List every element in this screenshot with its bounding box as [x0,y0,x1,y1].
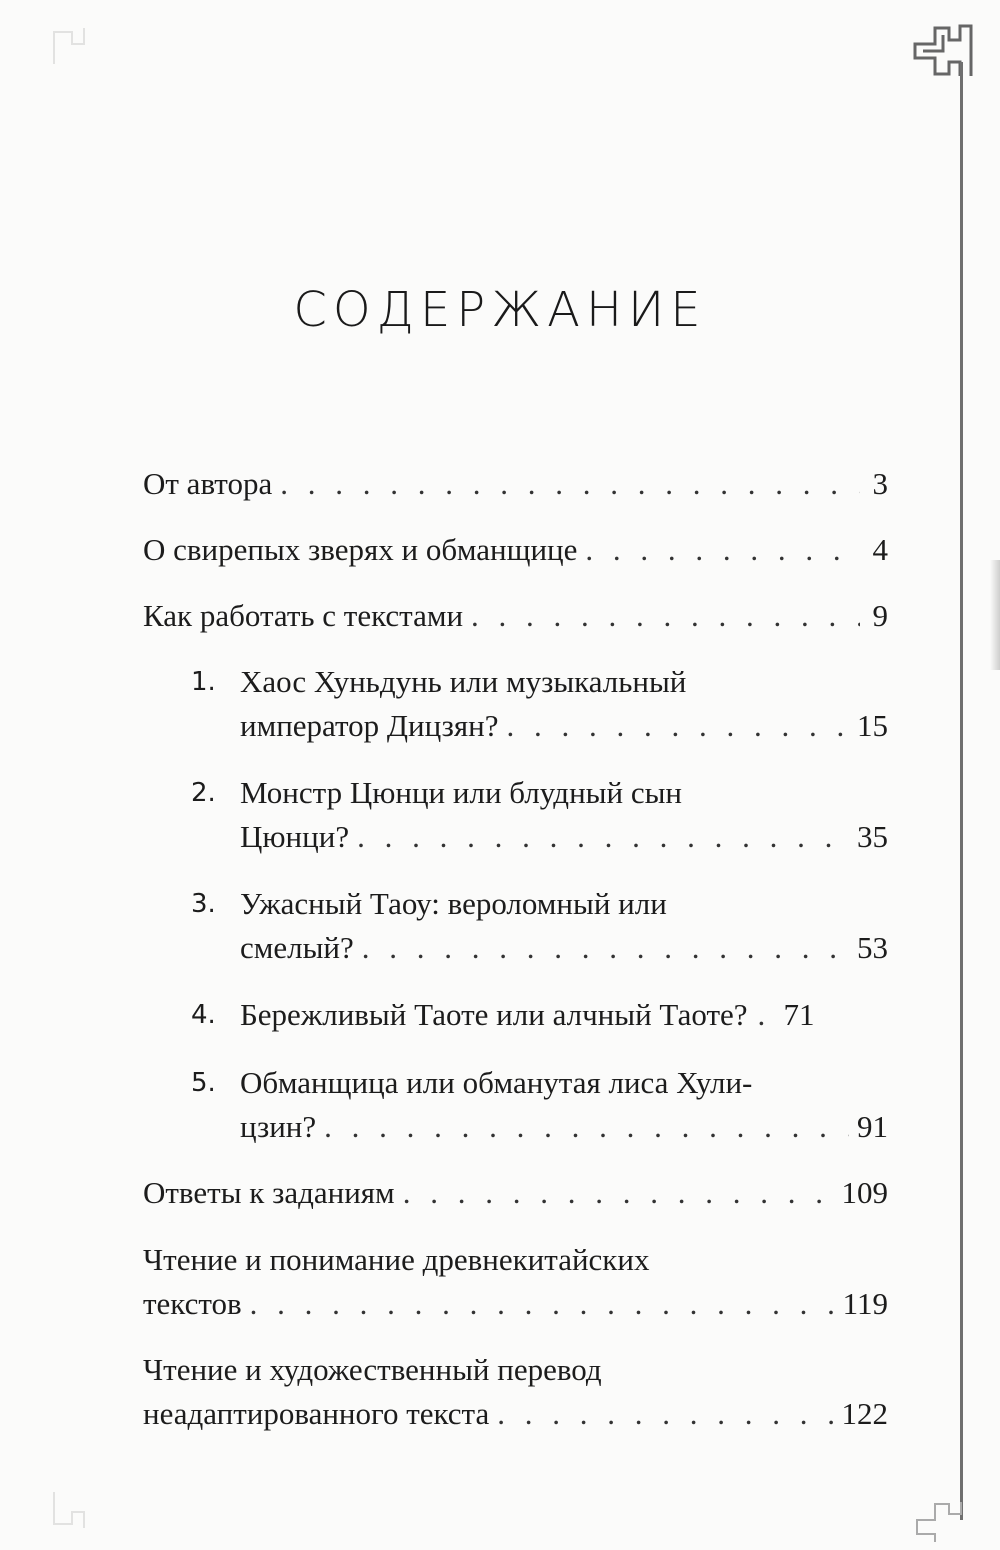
toc-page-number: 9 [872,598,888,633]
toc-entry-chapter-4[interactable] [143,993,888,1037]
toc-entry-title: Ответы к заданиям [143,1175,395,1210]
leader-dots [758,993,780,1037]
chapter-number: 3. [191,889,216,919]
toc-entry-chapter-3[interactable] [143,882,888,970]
toc-page-number: 3 [872,466,888,501]
leader-dots [357,815,849,859]
toc-entry-chapter-2[interactable] [143,771,888,859]
toc-entry-title-line1: Чтение и понимание древнекитайских [143,1242,650,1277]
toc-entry-reading-ancient-texts[interactable] [143,1238,888,1326]
leader-dots [585,528,860,572]
toc-page-number: 15 [857,708,888,743]
toc-entry-chapter-1[interactable] [143,660,888,748]
chapter-number: 5. [191,1068,216,1098]
chapter-number: 4. [191,1000,216,1030]
corner-ornament-top-left [52,26,102,66]
toc-entry-title-line2: неадаптированного текста [143,1396,490,1431]
toc-entry-title-line2: текстов [143,1286,242,1321]
toc-entry-title-line1: Хаос Хуньдунь или музыкальный [240,664,687,699]
toc-page-number: 91 [857,1109,888,1144]
corner-ornament-top-right [905,18,975,78]
toc-entry-title: Как работать с текстами [143,598,464,633]
leader-dots [506,704,849,748]
frame-border-line [960,62,963,1520]
toc-entry-title-line1: Чтение и художественный перевод [143,1352,602,1387]
leader-dots [471,594,860,638]
chapter-number: 2. [191,778,216,808]
page-edge-shadow [990,560,1000,670]
page-title: СОДЕРЖАНИЕ [293,282,707,338]
leader-dots [362,926,849,970]
leader-dots [497,1392,833,1436]
toc-entry-title-line1: Обманщица или обманутая лиса Хули- [240,1065,753,1100]
leader-dots [280,462,860,506]
toc-entry-chapter-5[interactable] [143,1061,888,1149]
toc-entry-title: Бережливый Таоте или алчный Таоте? [240,997,748,1032]
toc-entry-title-line1: Ужасный Таоу: вероломный или [240,886,667,921]
toc-page-number: 119 [842,1286,888,1321]
toc-entry-fierce-beasts[interactable] [143,528,888,572]
toc-entry-title-line2: Цюнци? [240,819,350,854]
table-of-contents [143,462,888,1436]
corner-ornament-bottom-right [905,1500,975,1544]
toc-page-number: 35 [857,819,888,854]
leader-dots [250,1282,835,1326]
toc-entry-title-line1: Монстр Цюнци или блудный сын [240,775,683,810]
toc-entry-title-line2: император Дицзян? [240,708,499,743]
toc-page-number: 122 [841,1396,888,1431]
toc-page-number: 4 [872,532,888,567]
toc-entry-how-to-work[interactable] [143,594,888,638]
toc-entry-literary-translation[interactable] [143,1348,888,1436]
toc-entry-title-line2: цзин? [240,1109,317,1144]
toc-entry-from-author[interactable] [143,462,888,506]
leader-dots [403,1171,834,1215]
toc-page-number: 109 [841,1175,888,1210]
toc-entry-title-line2: смелый? [240,930,354,965]
toc-entry-title: О свирепых зверях и обманщице [143,532,578,567]
toc-page-number: 71 [783,997,815,1032]
leader-dots [324,1105,849,1149]
corner-ornament-bottom-left [52,1490,102,1530]
toc-entry-title: От автора [143,466,273,501]
toc-entry-answers[interactable] [143,1171,888,1215]
chapter-number: 1. [191,667,216,697]
toc-page-number: 53 [857,930,888,965]
